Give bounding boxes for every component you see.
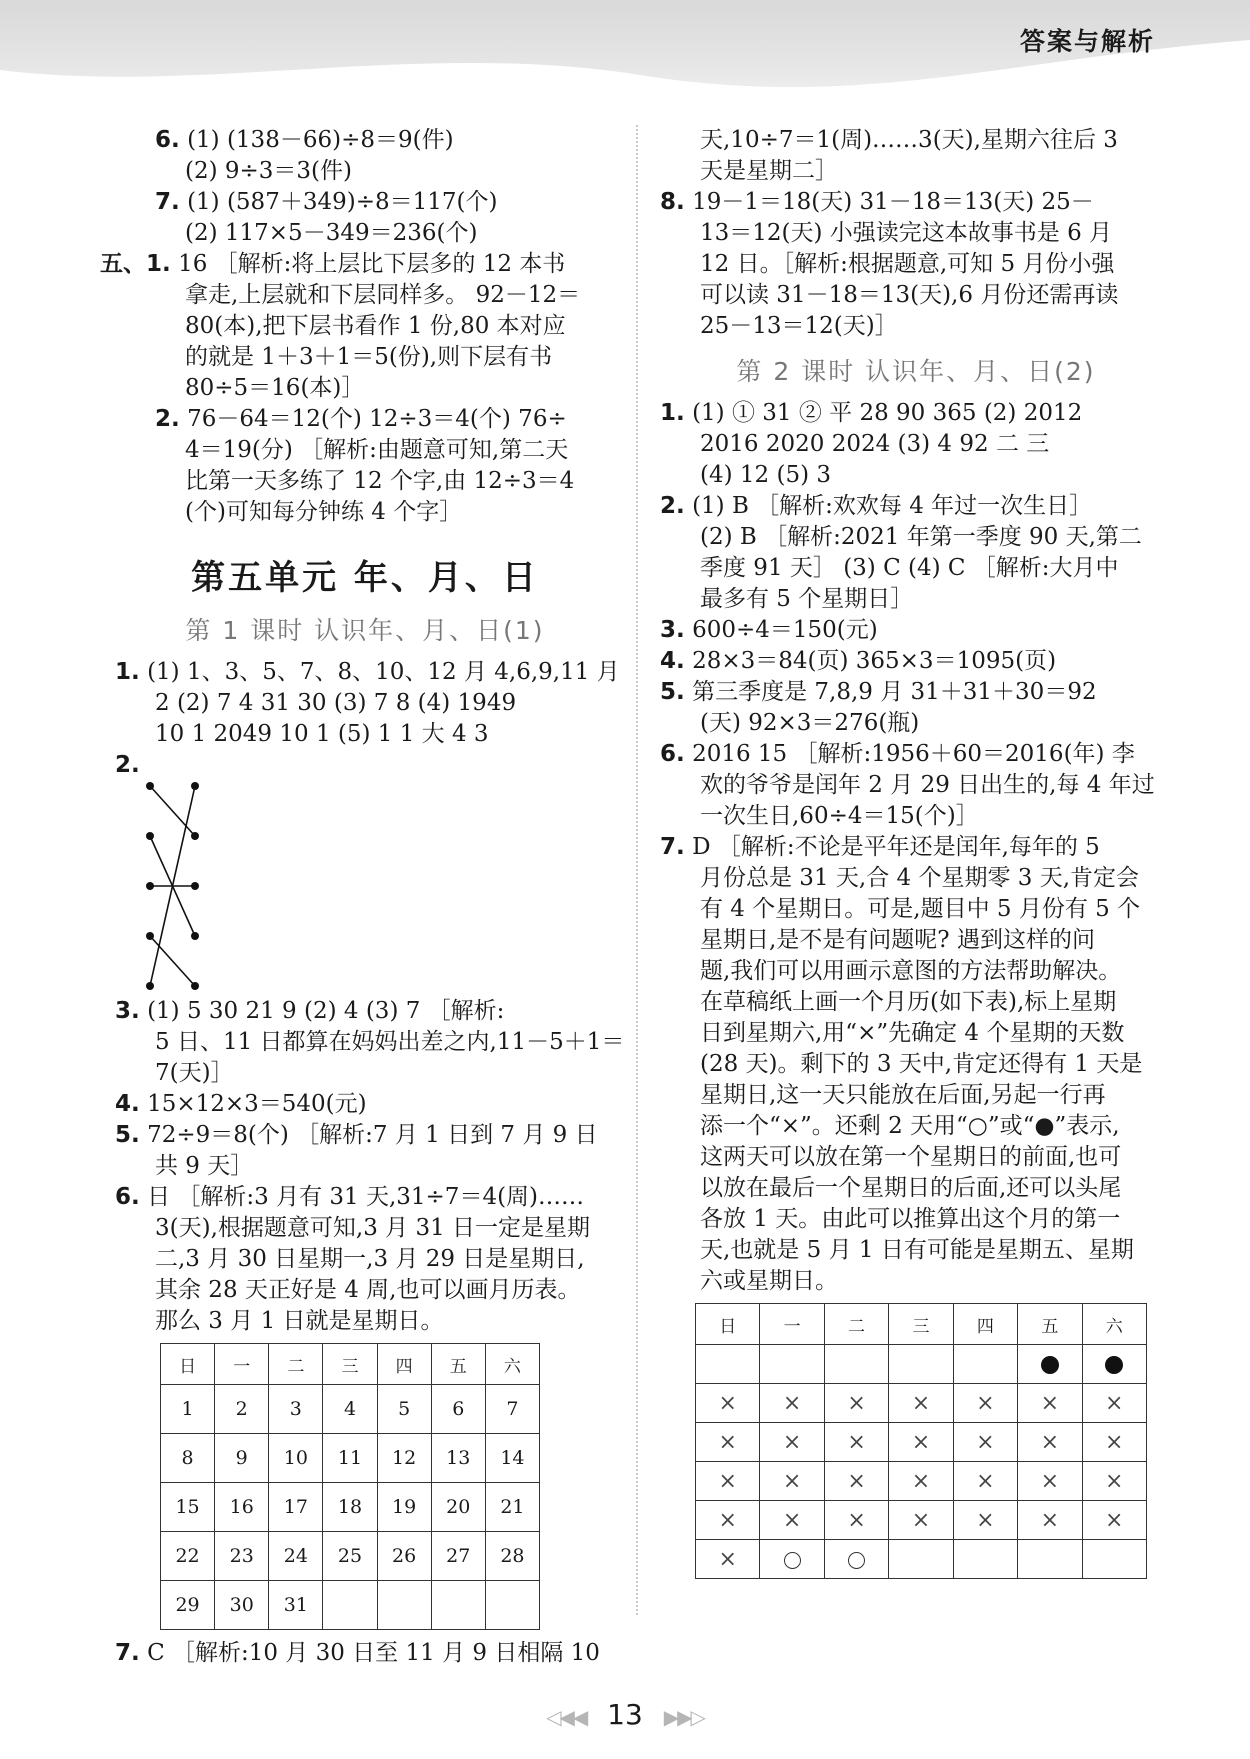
cross-mark-icon: ×: [1040, 1468, 1060, 1494]
cross-mark-icon: ×: [1105, 1468, 1124, 1494]
answer-line: (4) 12 (5) 3: [700, 462, 831, 488]
answer-line: 欢的爷爷是闰年 2 月 29 日出生的,每 4 年过: [700, 772, 1155, 798]
answer-line: (天) 92×3＝276(瓶): [700, 710, 920, 736]
weekday-header: 二: [824, 1304, 888, 1345]
calendar-cell: [760, 1501, 824, 1540]
page-number: 13: [607, 1698, 643, 1731]
cross-mark-icon: ×: [911, 1468, 931, 1494]
item-number: 五、1.: [100, 251, 171, 277]
calendar-day-cell: [824, 1345, 888, 1384]
weekday-header: 四: [953, 1304, 1017, 1345]
answer-line: 星期日,这一天只能放在后面,另起一行再: [700, 1082, 1106, 1108]
calendar-cell: [760, 1462, 824, 1501]
answer-line: 6. 日 ［解析:3 月有 31 天,31÷7＝4(周)……: [115, 1184, 585, 1210]
calendar-cell: [953, 1384, 1017, 1423]
cross-mark-icon: ×: [976, 1507, 995, 1533]
item-number: 2.: [115, 752, 140, 778]
header-title: 答案与解析: [1019, 27, 1155, 56]
answer-line: 天,10÷7＝1(周)……3(天),星期六往后 3: [700, 127, 1118, 153]
answer-line: (2) 9÷3＝3(件): [185, 158, 353, 184]
calendar-cell: [696, 1501, 760, 1540]
calendar-cell: [953, 1462, 1017, 1501]
calendar-day-cell: 2: [215, 1385, 269, 1434]
calendar-cell: [696, 1423, 760, 1462]
weekday-header: 五: [431, 1344, 485, 1385]
calendar-day-cell: [377, 1581, 431, 1630]
answer-line: (2) 117×5－349＝236(个): [185, 220, 478, 246]
prev-arrows-icon: ◁◀◀: [546, 1705, 587, 1729]
answer-line: 这两天可以放在第一个星期日的前面,也可: [700, 1144, 1122, 1170]
answer-line: 可以读 31－18＝13(天),6 月份还需再读: [700, 282, 1119, 308]
calendar-day-cell: [1082, 1540, 1146, 1579]
calendar-row: [696, 1384, 1147, 1423]
answer-line: 80÷5＝16(本)］: [185, 375, 365, 401]
answer-line: 五、1. 16 ［解析:将上层比下层多的 12 本书: [100, 251, 566, 277]
answer-line: 2016 2020 2024 (3) 4 92 二 三: [700, 431, 1050, 457]
calendar-day-cell: [889, 1345, 953, 1384]
answer-line: 日到星期六,用“×”先确定 4 个星期的天数: [700, 1020, 1125, 1046]
item-number: 6.: [155, 127, 180, 153]
answer-line: 6. 2016 15 ［解析:1956＋60＝2016(年) 李: [660, 741, 1135, 767]
calendar-row: [696, 1462, 1147, 1501]
calendar-day-cell: 31: [269, 1581, 323, 1630]
weekday-header: 三: [323, 1344, 377, 1385]
answer-line: 5. 第三季度是 7,8,9 月 31＋31＋30＝92: [660, 679, 1097, 705]
answer-line: 80(本),把下层书看作 1 份,80 本对应: [185, 313, 566, 339]
calendar-day-cell: [889, 1540, 953, 1579]
march-calendar-table: [160, 1343, 540, 1630]
lesson-title: 第 1 课时 认识年、月、日(1): [185, 616, 545, 645]
cross-mark-icon: ×: [1105, 1390, 1124, 1416]
calendar-row: [696, 1540, 1147, 1579]
cross-mark-icon: ×: [847, 1390, 866, 1416]
calendar-day-cell: 3: [269, 1385, 323, 1434]
answer-line: 季度 91 天］ (3) C (4) C ［解析:大月中: [700, 555, 1119, 581]
calendar-cell: [953, 1423, 1017, 1462]
calendar-day-cell: 15: [161, 1483, 215, 1532]
item-number: 7.: [155, 189, 180, 215]
page-footer: [0, 1698, 1250, 1731]
answer-line: (2) B ［解析:2021 年第一季度 90 天,第二: [700, 524, 1142, 550]
calendar-day-cell: 23: [215, 1532, 269, 1581]
calendar-cell: [889, 1462, 953, 1501]
matching-diagram: [140, 781, 260, 996]
calendar-row: [696, 1423, 1147, 1462]
cross-mark-icon: ×: [782, 1390, 802, 1416]
answer-line: [115, 750, 615, 781]
calendar-day-cell: 30: [215, 1581, 269, 1630]
weekday-header: 二: [269, 1344, 323, 1385]
item-number: 4.: [115, 1091, 140, 1117]
cross-mark-icon: ×: [911, 1429, 931, 1455]
matching-lines: [140, 781, 260, 996]
answer-line: 4. 15×12×3＝540(元): [115, 1091, 367, 1117]
calendar-row: [161, 1532, 540, 1581]
answer-line: 25－13＝12(天)］: [700, 313, 898, 339]
calendar-day-cell: 29: [161, 1581, 215, 1630]
answer-line: 有 4 个星期日。可是,题目中 5 月份有 5 个: [700, 896, 1141, 922]
calendar-day-cell: [953, 1540, 1017, 1579]
calendar-day-cell: [953, 1345, 1017, 1384]
calendar-cell: [760, 1384, 824, 1423]
cross-mark-icon: ×: [976, 1390, 995, 1416]
calendar-cell: [1082, 1501, 1146, 1540]
calendar-day-cell: 4: [323, 1385, 377, 1434]
calendar-day-cell: 12: [377, 1434, 431, 1483]
calendar-day-cell: 22: [161, 1532, 215, 1581]
cross-mark-icon: ×: [718, 1546, 737, 1572]
item-number: 1.: [660, 400, 685, 426]
answer-line: 以放在最后一个星期日的后面,还可以头尾: [700, 1175, 1122, 1201]
weekday-header: 一: [760, 1304, 824, 1345]
calendar-row: [161, 1581, 540, 1630]
next-arrows-icon: ▶▶▷: [663, 1705, 704, 1729]
cross-mark-icon: ×: [976, 1429, 995, 1455]
answer-line: 那么 3 月 1 日就是星期日。: [155, 1308, 444, 1334]
item-number: 6.: [660, 741, 685, 767]
calendar-row: [696, 1345, 1147, 1384]
answer-line: 7. (1) (587＋349)÷8＝117(个): [155, 189, 498, 215]
calendar-cell: [696, 1540, 760, 1579]
calendar-day-cell: [760, 1345, 824, 1384]
answer-line: 拿走,上层就和下层同样多。 92－12＝: [185, 282, 581, 308]
item-number: 6.: [115, 1184, 140, 1210]
cross-mark-icon: ×: [976, 1468, 995, 1494]
item-number: 2.: [660, 493, 685, 519]
calendar-day-cell: 26: [377, 1532, 431, 1581]
cross-mark-icon: ×: [782, 1468, 802, 1494]
calendar-day-cell: [323, 1581, 377, 1630]
answer-line: 13＝12(天) 小强读完这本故事书是 6 月: [700, 220, 1113, 246]
cross-mark-icon: ×: [718, 1429, 737, 1455]
calendar-day-cell: 5: [377, 1385, 431, 1434]
calendar-day-cell: 7: [485, 1385, 539, 1434]
calendar-row: [161, 1434, 540, 1483]
answer-line: 10 1 2049 10 1 (5) 1 1 大 4 3: [155, 721, 489, 747]
answer-line: 六或星期日。: [700, 1268, 838, 1294]
answer-line: 7(天)］: [155, 1060, 234, 1086]
weekday-header: 日: [696, 1304, 760, 1345]
cross-mark-icon: ×: [847, 1429, 866, 1455]
left-column: [100, 125, 625, 1669]
calendar-day-cell: [696, 1345, 760, 1384]
calendar-day-cell: 6: [431, 1385, 485, 1434]
item-number: 7.: [115, 1640, 140, 1666]
answer-line: 2. (1) B ［解析:欢欢每 4 年过一次生日］: [660, 493, 1093, 519]
answer-line: 7. C ［解析:10 月 30 日至 11 月 9 日相隔 10: [115, 1640, 600, 1666]
hollow-circle-icon: [784, 1552, 801, 1569]
cross-mark-icon: ×: [718, 1390, 737, 1416]
calendar-cell: [889, 1423, 953, 1462]
calendar-cell: [696, 1384, 760, 1423]
answer-line: 5 日、11 日都算在妈妈出差之内,11－5＋1＝: [155, 1029, 625, 1055]
calendar-cell: [760, 1540, 824, 1579]
calendar-day-cell: 27: [431, 1532, 485, 1581]
cross-mark-icon: ×: [1105, 1429, 1124, 1455]
answer-line: 一次生日,60÷4＝15(个)］: [700, 803, 979, 829]
calendar-row: [161, 1483, 540, 1532]
cross-mark-icon: ×: [1040, 1429, 1060, 1455]
calendar-cell: [1018, 1384, 1082, 1423]
answer-line: 星期日,是不是有问题呢? 遇到这样的问: [700, 927, 1095, 953]
item-number: 3.: [115, 998, 140, 1024]
answer-line: 6. (1) (138－66)÷8＝9(件): [155, 127, 454, 153]
calendar-day-cell: 28: [485, 1532, 539, 1581]
answer-line: 月份总是 31 天,合 4 个星期零 3 天,肯定会: [700, 865, 1140, 891]
item-number: 5.: [660, 679, 685, 705]
calendar-day-cell: 24: [269, 1532, 323, 1581]
calendar-day-cell: 17: [269, 1483, 323, 1532]
unit-title: 第五单元 年、月、日: [191, 558, 539, 598]
answer-line: 添一个“×”。还剩 2 天用“○”或“●”表示,: [700, 1113, 1120, 1139]
answer-line: 比第一天多练了 12 个字,由 12÷3＝4: [185, 468, 575, 494]
answer-line: (个)可知每分钟练 4 个字］: [185, 499, 463, 525]
answer-line: 5. 72÷9＝8(个) ［解析:7 月 1 日到 7 月 9 日: [115, 1122, 598, 1148]
calendar-day-cell: 9: [215, 1434, 269, 1483]
calendar-day-cell: 8: [161, 1434, 215, 1483]
calendar-cell: [1082, 1462, 1146, 1501]
answer-line: 1. (1) ① 31 ② 平 28 90 365 (2) 2012: [660, 400, 1083, 426]
weekday-header: 日: [161, 1344, 215, 1385]
may-calendar-table: [695, 1303, 1147, 1579]
filled-circle-icon: [1105, 1356, 1123, 1374]
item-number: 7.: [660, 834, 685, 860]
right-column: [660, 125, 1172, 1579]
answer-line: 2 (2) 7 4 31 30 (3) 7 8 (4) 1949: [155, 690, 517, 716]
calendar-cell: [824, 1423, 888, 1462]
calendar-cell: [760, 1423, 824, 1462]
weekday-header: 六: [1082, 1304, 1146, 1345]
cross-mark-icon: ×: [847, 1468, 866, 1494]
cross-mark-icon: ×: [1040, 1390, 1060, 1416]
weekday-header: 四: [377, 1344, 431, 1385]
calendar-cell: [1018, 1423, 1082, 1462]
answer-line: 4＝19(分) ［解析:由题意可知,第二天: [185, 437, 569, 463]
calendar-header-row: [696, 1304, 1147, 1345]
calendar-cell: [824, 1384, 888, 1423]
lesson-title: 第 2 课时 认识年、月、日(2): [736, 357, 1096, 386]
calendar-day-cell: [431, 1581, 485, 1630]
answer-line: 1. (1) 1、3、5、7、8、10、12 月 4,6,9,11 月: [115, 659, 620, 685]
calendar-cell: [889, 1384, 953, 1423]
calendar-cell: [824, 1462, 888, 1501]
calendar-cell: [1082, 1423, 1146, 1462]
item-number: 1.: [115, 659, 140, 685]
calendar-cell: [1082, 1345, 1146, 1384]
answer-line: 最多有 5 个星期日］: [700, 586, 914, 612]
answer-line: 二,3 月 30 日星期一,3 月 29 日是星期日,: [155, 1246, 585, 1272]
item-number: 8.: [660, 189, 685, 215]
answer-line: 7. D ［解析:不论是平年还是闰年,每年的 5: [660, 834, 1100, 860]
weekday-header: 六: [485, 1344, 539, 1385]
calendar-day-cell: 14: [485, 1434, 539, 1483]
answer-line: 其余 28 天正好是 4 周,也可以画月历表。: [155, 1277, 581, 1303]
answer-line: 天是星期二］: [700, 158, 838, 184]
calendar-day-cell: [1018, 1540, 1082, 1579]
column-divider: [636, 125, 638, 1615]
calendar-header-row: [161, 1344, 540, 1385]
header-band: [0, 0, 1250, 110]
calendar-cell: [1018, 1345, 1082, 1384]
answer-line: 在草稿纸上画一个月历(如下表),标上星期: [700, 989, 1117, 1015]
calendar-cell: [1018, 1501, 1082, 1540]
answer-line: 8. 19－1＝18(天) 31－18＝13(天) 25－: [660, 189, 1094, 215]
answer-line: 12 日。［解析:根据题意,可知 5 月份小强: [700, 251, 1115, 277]
calendar-day-cell: 18: [323, 1483, 377, 1532]
cross-mark-icon: ×: [718, 1507, 737, 1533]
weekday-header: 五: [1018, 1304, 1082, 1345]
calendar-day-cell: [485, 1581, 539, 1630]
answer-line: 的就是 1＋3＋1＝5(份),则下层有书: [185, 344, 553, 370]
answer-line: 2. 76－64＝12(个) 12÷3＝4(个) 76÷: [155, 406, 567, 432]
calendar-day-cell: 1: [161, 1385, 215, 1434]
calendar-day-cell: 13: [431, 1434, 485, 1483]
calendar-cell: [696, 1462, 760, 1501]
calendar-day-cell: 16: [215, 1483, 269, 1532]
cross-mark-icon: ×: [782, 1429, 802, 1455]
item-number: 3.: [660, 617, 685, 643]
weekday-header: 一: [215, 1344, 269, 1385]
calendar-day-cell: 25: [323, 1532, 377, 1581]
calendar-day-cell: 19: [377, 1483, 431, 1532]
answer-line: 3. (1) 5 30 21 9 (2) 4 (3) 7 ［解析:: [115, 998, 505, 1024]
filled-circle-icon: [1041, 1356, 1059, 1374]
answer-line: 各放 1 天。由此可以推算出这个月的第一: [700, 1206, 1121, 1232]
item-number: 2.: [155, 406, 180, 432]
calendar-cell: [1082, 1384, 1146, 1423]
calendar-day-cell: 10: [269, 1434, 323, 1483]
cross-mark-icon: ×: [1040, 1507, 1060, 1533]
calendar-cell: [1018, 1462, 1082, 1501]
calendar-day-cell: 20: [431, 1483, 485, 1532]
calendar-cell: [953, 1501, 1017, 1540]
weekday-header: 三: [889, 1304, 953, 1345]
answer-line: 共 9 天］: [155, 1153, 254, 1179]
hollow-circle-icon: [848, 1552, 865, 1569]
calendar-row: [161, 1385, 540, 1434]
cross-mark-icon: ×: [1105, 1507, 1124, 1533]
calendar-cell: [824, 1501, 888, 1540]
calendar-cell: [889, 1501, 953, 1540]
cross-mark-icon: ×: [847, 1507, 866, 1533]
cross-mark-icon: ×: [911, 1507, 931, 1533]
answer-line: 3(天),根据题意可知,3 月 31 日一定是星期: [155, 1215, 591, 1241]
item-number: 4.: [660, 648, 685, 674]
cross-mark-icon: ×: [782, 1507, 802, 1533]
calendar-day-cell: 21: [485, 1483, 539, 1532]
answer-line: 4. 28×3＝84(页) 365×3＝1095(页): [660, 648, 1057, 674]
answer-line: 题,我们可以用画示意图的方法帮助解决。: [700, 958, 1122, 984]
cross-mark-icon: ×: [911, 1390, 931, 1416]
calendar-cell: [824, 1540, 888, 1579]
answer-line: (28 天)。剩下的 3 天中,肯定还得有 1 天是: [700, 1051, 1143, 1077]
answer-line: 3. 600÷4＝150(元): [660, 617, 878, 643]
calendar-day-cell: 11: [323, 1434, 377, 1483]
cross-mark-icon: ×: [718, 1468, 737, 1494]
item-number: 5.: [115, 1122, 140, 1148]
answer-line: 天,也就是 5 月 1 日有可能是星期五、星期: [700, 1237, 1134, 1263]
calendar-row: [696, 1501, 1147, 1540]
